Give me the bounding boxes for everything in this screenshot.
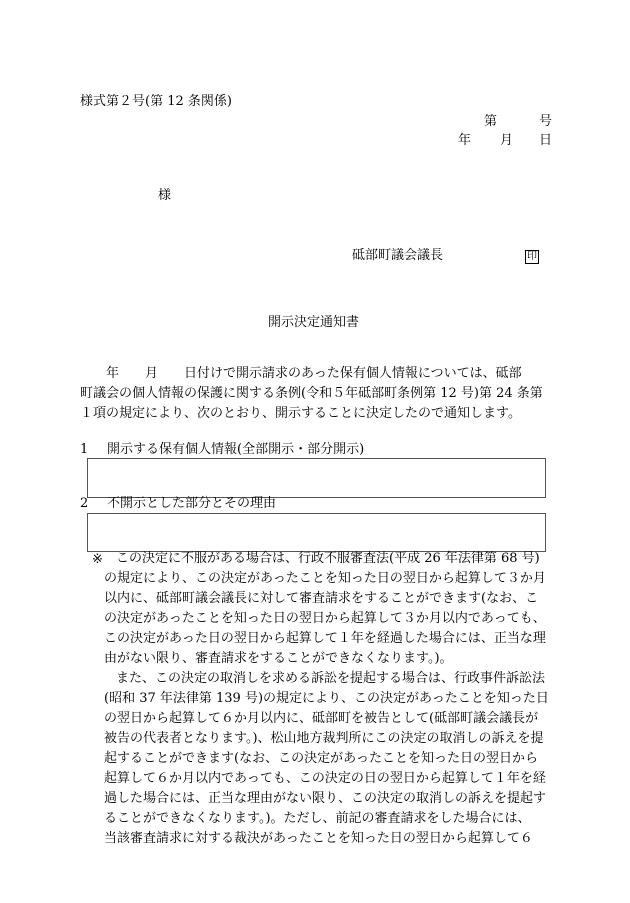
date-year: 年 [458, 133, 472, 148]
note2-line: の翌日から起算して６か月以内に、砥部町を被告として(砥部町議会議長が [104, 711, 539, 726]
note-line: の規定により、この決定があったことを知った日の翌日から起算して３か月 [104, 571, 546, 586]
note-first-line-block [116, 549, 540, 569]
note2-line: 当該審査請求に対する裁決があったことを知った日の翌日から起算して６ [104, 831, 533, 846]
note2-line: 起することができます(なお、この決定があったことを知った日の翌日から [104, 751, 538, 766]
number-go: 号 [539, 114, 553, 129]
note-line: 以内に、砥部町議会議長に対して審査請求をすることができます(なお、こ [104, 591, 539, 606]
form-label: 様式第２号(第 12 条関係) [80, 94, 232, 109]
doc-title: 開示決定通知書 [268, 315, 360, 330]
note2-line: (昭和 37 年法律第 139 号)の規定により、この決定があったことを知った日 [104, 691, 549, 706]
intro-paragraph [80, 364, 543, 424]
note-paragraph [104, 569, 546, 669]
note2-line: また、この決定の取消しを求める訴訟を提起する場合は、行政事件訴訟法 [116, 671, 546, 686]
section1-number: 1 [80, 442, 89, 457]
note-mark: ※ [92, 552, 103, 567]
note2-paragraph [104, 689, 549, 849]
intro-line: １項の規定により、次のとおり、開示することに決定したので通知します。 [80, 406, 521, 421]
addressee-suffix: 様 [158, 188, 172, 203]
sender-title: 砥部町議会議長 [352, 248, 444, 263]
note2-line: 過した場合には、正当な理由がない限り、この決定の取消しの訴えを提起す [104, 791, 547, 806]
note2-line: 被告の代表者となります。)、松山地方裁判所にこの決定の取消しの訴えを提 [104, 731, 544, 746]
note2-first-line-block [116, 669, 545, 689]
section1-box [87, 458, 546, 498]
date-day: 日 [539, 133, 553, 148]
seal-stamp: 印 [527, 251, 537, 262]
number-dai: 第 [484, 114, 498, 129]
section1-label: 開示する保有個人情報(全部開示・部分開示) [107, 442, 365, 457]
note-line: この決定に不服がある場合は、行政不服審査法(平成 26 年法律第 68 号) [116, 551, 540, 566]
note2-line: 起算して６か月以内であっても、この決定の日の翌日から起算して１年を経 [104, 771, 546, 786]
intro-line: 年 月 日付けで開示請求のあった保有個人情報については、砥部 [80, 366, 522, 381]
date-month: 月 [500, 133, 514, 148]
seal-mark [525, 249, 539, 264]
note-line: この決定があった日の翌日から起算して１年を経過した場合には、正当な理 [104, 631, 546, 646]
intro-line: 町議会の個人情報の保護に関する条例(令和５年砥部町条例第 12 号)第 24 条第 [80, 386, 543, 401]
section2-box [87, 513, 546, 552]
note2-line: ることができなくなります。)。ただし、前記の審査請求をした場合には、 [104, 811, 531, 826]
section2-label: 不開示とした部分とその理由 [107, 496, 277, 511]
note-line: 由がない限り、審査請求をすることができなくなります。)。 [104, 651, 453, 666]
note-line: の決定があったことを知った日の翌日から起算して３か月以内であっても、 [104, 611, 546, 626]
section2-number: 2 [80, 496, 89, 511]
